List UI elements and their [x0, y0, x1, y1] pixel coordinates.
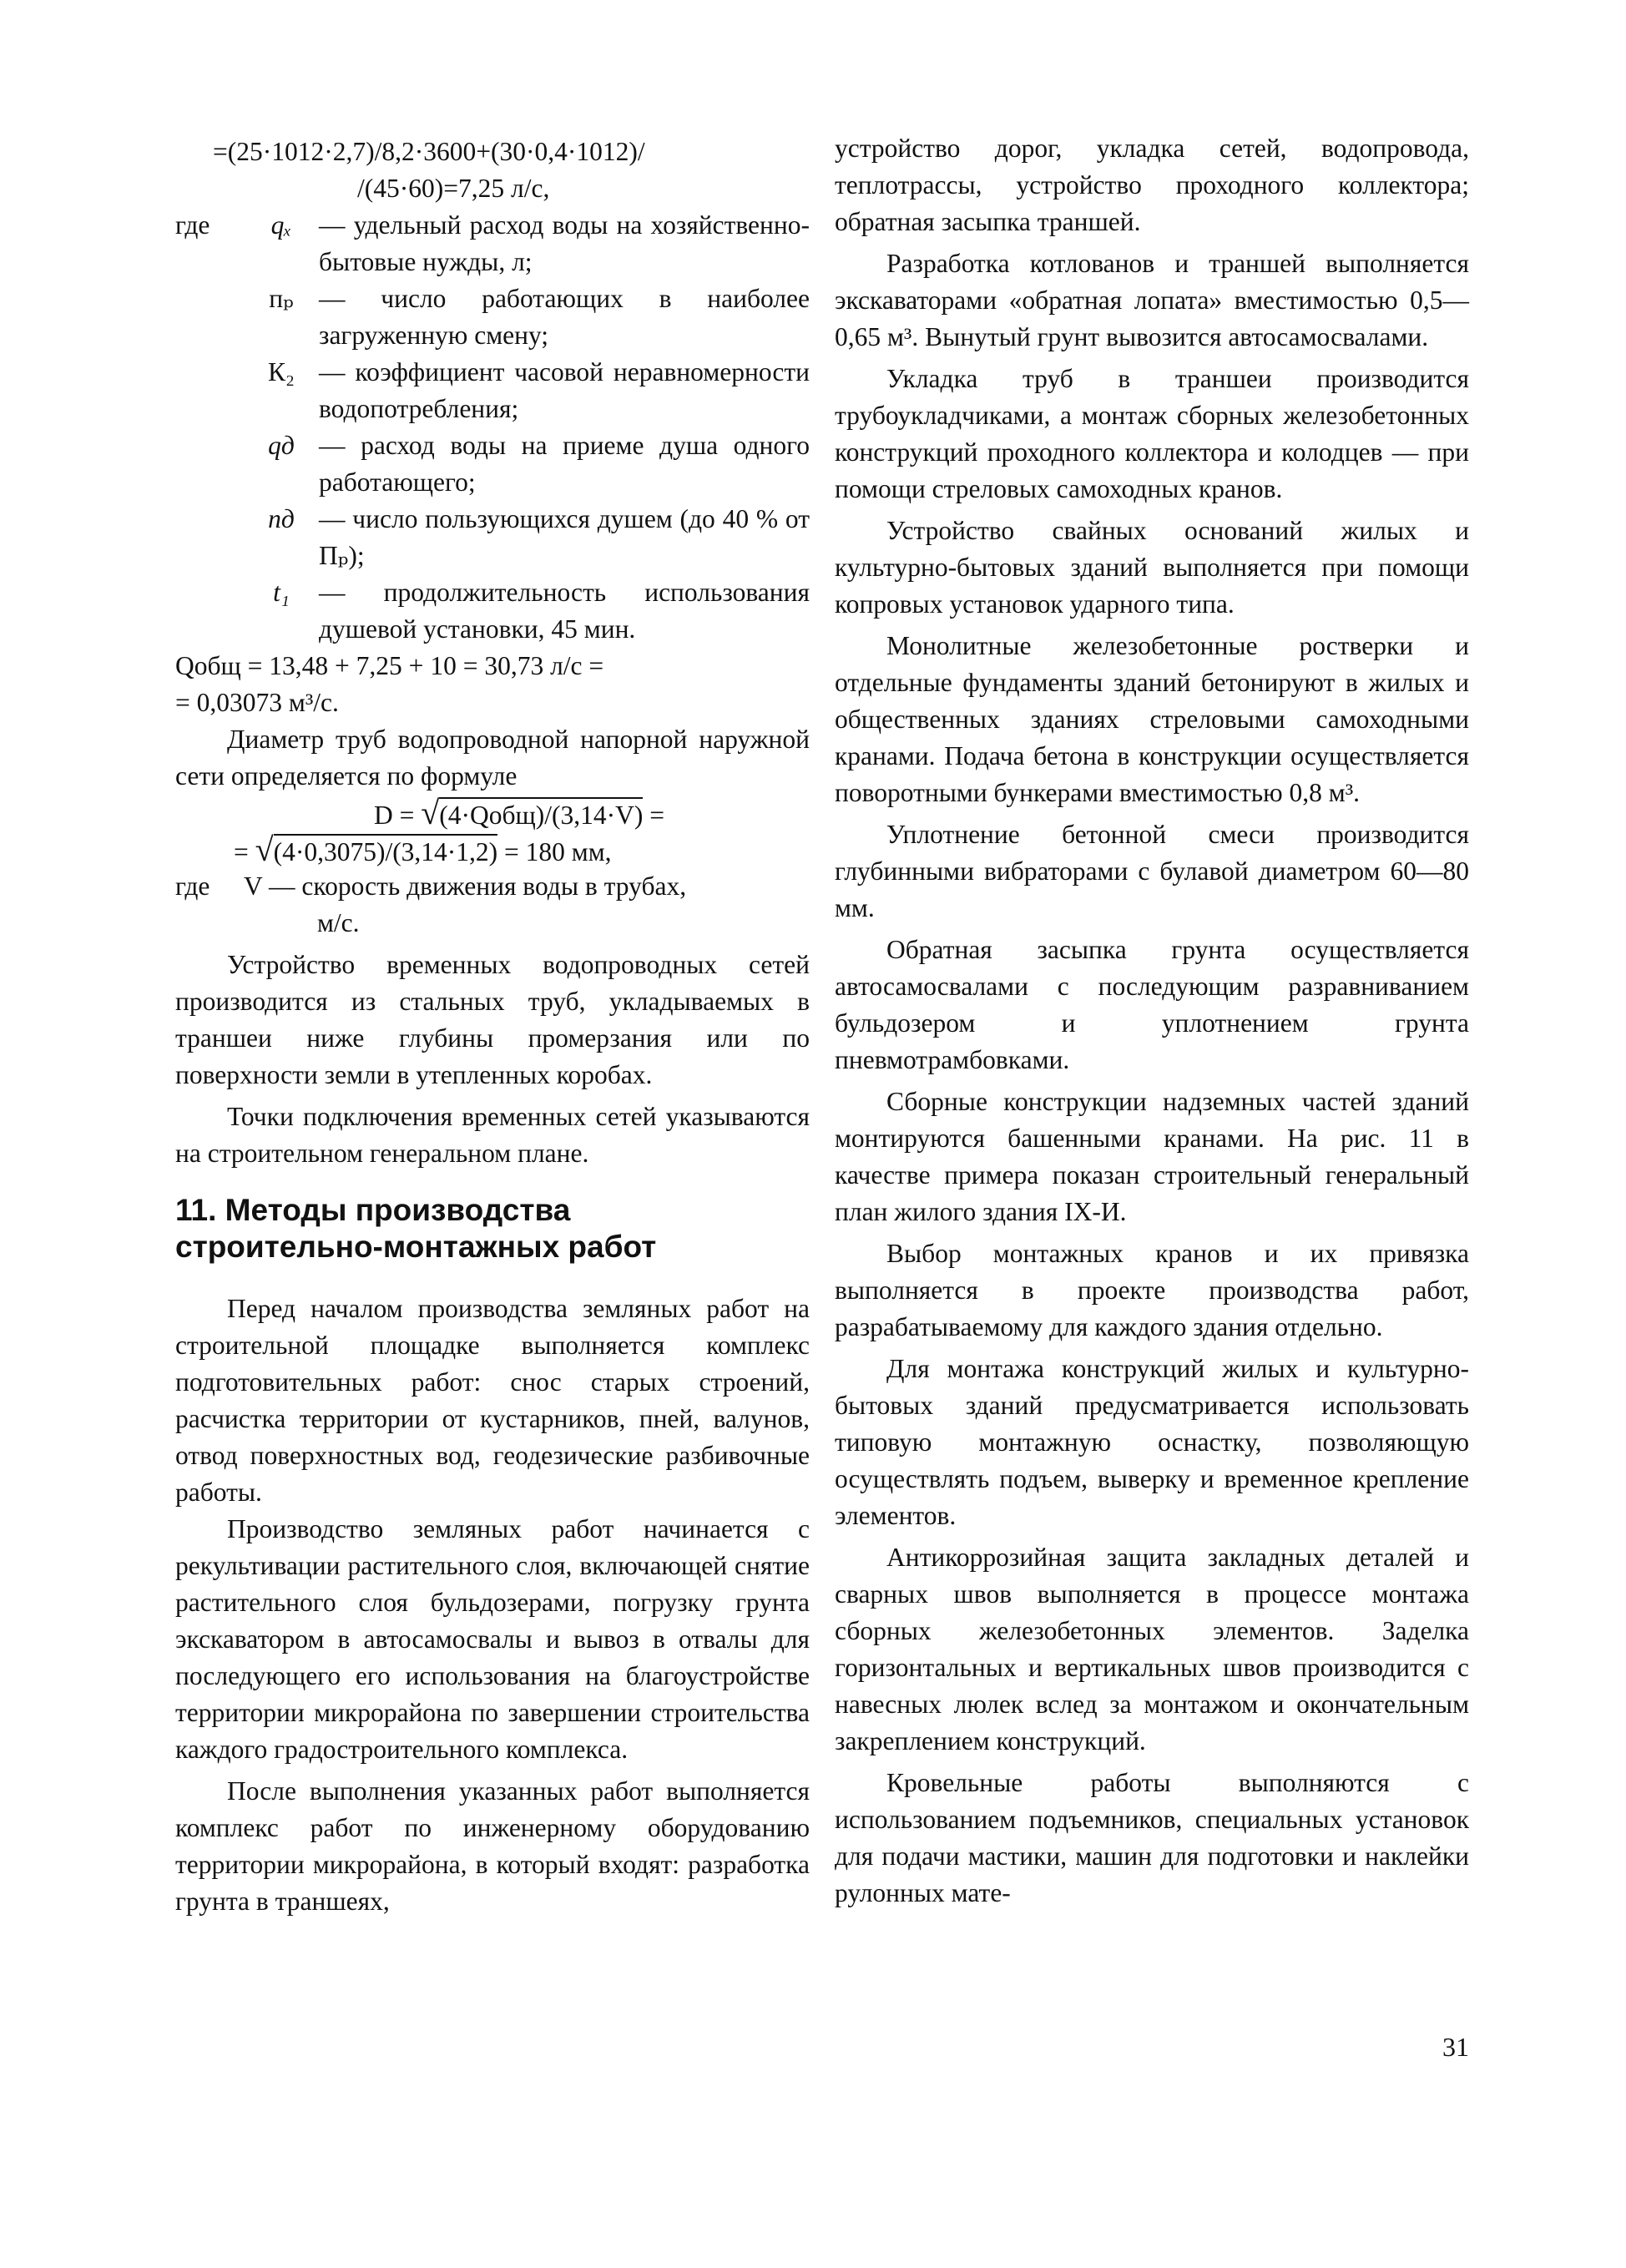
- paragraph-continuation: устройство дорог, укладка сетей, водопровода, теплотрассы, устройство проходного коллектора; обратная засыпка траншей.: [835, 134, 1469, 236]
- paragraph-excavation: Разработка котлованов и траншей выполняется экскаваторами «обратная лопата» вместимостью 0,5—0,65 м³. Вынутый грунт вывозится автосамосвалами.: [835, 249, 1469, 351]
- definition-row: [175, 427, 810, 501]
- velocity-definition: [175, 868, 810, 905]
- paragraph-roofing: Кровельные работы выполняются с использованием подъемников, специальных установок для подачи мастики, машин для подготовки и наклейки рулонных мате-: [835, 1768, 1469, 1907]
- definition-text: — продолжительность использования душевой установки, 45 мин.: [319, 578, 810, 644]
- sqrt-numeric: [175, 831, 810, 868]
- page-number: 31: [1442, 2032, 1469, 2062]
- paragraph-preparatory: Перед началом производства земляных работ на строительной площадке выполняется комплекс подготовительных работ: снос старых строений, расчистка территории от кустарников, пней, валунов, отвод поверхностных вод, геодезические разбивочные работы.: [175, 1294, 810, 1507]
- definition-row: [175, 574, 810, 648]
- definition-symbol: nд: [268, 504, 295, 533]
- sqrt-numeric-radicand: (4·0,3075)/(3,14·1,2): [274, 834, 498, 869]
- definition-symbol: К₂: [268, 357, 295, 386]
- sqrt-symbol-icon: √: [421, 794, 440, 831]
- definition-text: — расход воды на приеме душа одного работающего;: [319, 431, 810, 497]
- definition-text: — число пользующихся душем (до 40 % от Пₚ);: [319, 504, 810, 570]
- definition-row: [175, 501, 810, 574]
- definition-row: [175, 354, 810, 427]
- velocity-def-line-2: м/с.: [317, 908, 360, 937]
- section-heading: [175, 1192, 810, 1265]
- velocity-def-line-1: V — скорость движения воды в трубах,: [244, 871, 687, 901]
- paragraph-engineering: После выполнения указанных работ выполняется комплекс работ по инженерному оборудованию территории микрорайона, в который входят: разработка грунта в траншеях,: [175, 1776, 810, 1916]
- paragraph-monolithic: Монолитные железобетонные ростверки и отдельные фундаменты зданий бетонируют в жилых и общественных зданиях стреловыми самоходными кранами. Подача бетона в конструкции осуществляется поворотными бункерами вместимостью 0,8 м³.: [835, 631, 1469, 807]
- sqrt-numeric-result: = 180 мм,: [497, 837, 612, 866]
- definition-symbol: qд: [268, 431, 295, 460]
- sqrt-formula-radicand: (4·Qобщ)/(3,14·V): [439, 797, 643, 832]
- definition-row: [175, 280, 810, 354]
- definition-text: — удельный расход воды на хозяйственно-бытовые нужды, л;: [319, 210, 810, 276]
- paragraph-earthworks: Производство земляных работ начинается с рекультивации растительного слоя, включающей снятие растительного слоя бульдозерами, погрузку грунта экскаватором в автосамосвалы и вывоз в отвалы для последующего его использования на благоустройстве территории микрорайона по завершении строительства каждого градостроительного комплекса.: [175, 1514, 810, 1764]
- sqrt-formula-rhs: =: [643, 801, 664, 830]
- definition-symbol: qₓ: [270, 210, 292, 240]
- sqrt-formula-lhs: D =: [374, 801, 422, 830]
- paragraph-above-ground: Сборные конструкции надземных частей зданий монтируются башенными кранами. На рис. 11 в качестве примера показан строительный генеральный план жилого здания IX-И.: [835, 1087, 1469, 1226]
- definition-row: [175, 207, 810, 280]
- paragraph-pipelaying: Укладка труб в траншеи производится трубоукладчиками, а монтаж сборных железобетонных конструкций проходного коллектора и колодцев — при помощи стреловых самоходных кранов.: [835, 364, 1469, 503]
- formula-line-2: /(45·60)=7,25 л/с,: [357, 174, 550, 203]
- left-column: [175, 134, 810, 1920]
- definition-text: — число работающих в наиболее загруженную смену;: [319, 284, 810, 350]
- sqrt-formula: [175, 795, 810, 831]
- paragraph-piles: Устройство свайных оснований жилых и культурно-бытовых зданий выполняется при помощи копровых установок ударного типа.: [835, 516, 1469, 619]
- q-total-line-1: Qобщ = 13,48 + 7,25 + 10 = 30,73 л/с =: [175, 651, 604, 680]
- definition-text: — коэффициент часовой неравномерности водопотребления;: [319, 357, 810, 423]
- q-total-line-2: = 0,03073 м³/с.: [175, 688, 339, 717]
- sqrt-symbol-icon: √: [255, 831, 274, 868]
- section-title-line-2: строительно-монтажных работ: [175, 1230, 657, 1264]
- sqrt-numeric-prefix: =: [234, 837, 255, 866]
- paragraph-backfill: Обратная засыпка грунта осуществляется автосамосвалами с последующим разравниванием бульдозером и уплотнением грунта пневмотрамбовками.: [835, 935, 1469, 1074]
- definition-symbol: пₚ: [269, 284, 294, 313]
- paragraph-compaction: Уплотнение бетонной смеси производится глубинными вибраторами с булавой диаметром 60—80 мм.: [835, 820, 1469, 922]
- velocity-def-prefix: где: [175, 871, 210, 901]
- definition-prefix: где: [175, 210, 210, 240]
- diameter-intro: Диаметр труб водопроводной напорной наружной сети определяется по формуле: [175, 725, 810, 791]
- variable-definitions: [175, 207, 810, 648]
- paragraph-anticorrosion: Антикоррозийная защита закладных деталей и сварных швов выполняется в процессе монтажа сборных железобетонных элементов. Заделка горизонтальных и вертикальных швов производится с навесных люлек вслед за монтажом и окончательным закреплением конструкций.: [835, 1543, 1469, 1755]
- definition-symbol: t₁: [273, 578, 290, 607]
- paragraph-temp-networks: Устройство временных водопроводных сетей производится из стальных труб, укладываемых в траншеи ниже глубины промерзания или по поверхности земли в утепленных коробах.: [175, 950, 810, 1089]
- paragraph-crane-choice: Выбор монтажных кранов и их привязка выполняется в проекте производства работ, разрабатываемому для каждого здания отдельно.: [835, 1239, 1469, 1341]
- paragraph-rigging: Для монтажа конструкций жилых и культурно-бытовых зданий предусматривается использовать типовую монтажную оснастку, позволяющую осуществлять подъем, выверку и временное крепление элементов.: [835, 1354, 1469, 1530]
- right-column: [835, 130, 1469, 1912]
- formula-line-1: =(25·1012·2,7)/8,2·3600+(30·0,4·1012)/: [213, 137, 645, 166]
- paragraph-connection-points: Точки подключения временных сетей указываются на строительном генеральном плане.: [175, 1102, 810, 1168]
- section-title-line-1: 11. Методы производства: [175, 1193, 571, 1227]
